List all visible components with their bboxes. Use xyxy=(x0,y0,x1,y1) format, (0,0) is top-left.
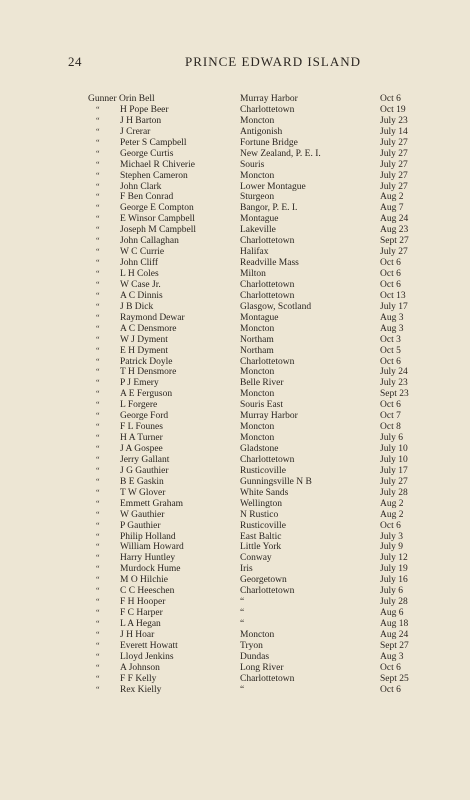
soldier-name: H A Turner xyxy=(120,433,163,444)
hometown: Moncton xyxy=(240,422,275,433)
list-item xyxy=(0,378,470,389)
ditto-mark: “ xyxy=(96,258,100,268)
ditto-mark: “ xyxy=(96,323,100,333)
hometown: Long River xyxy=(240,662,284,673)
list-item xyxy=(0,444,470,455)
soldier-name: T W Glover xyxy=(120,487,166,498)
ditto-mark: “ xyxy=(96,115,100,125)
enlistment-date: July 12 xyxy=(380,553,408,564)
page-title: PRINCE EDWARD ISLAND xyxy=(185,54,361,69)
list-item xyxy=(0,280,470,291)
hometown: East Baltic xyxy=(240,531,282,542)
hometown: Halifax xyxy=(240,247,269,258)
enlistment-date: Aug 7 xyxy=(380,203,404,214)
enlistment-date: Oct 7 xyxy=(380,411,401,422)
enlistment-date: July 9 xyxy=(380,542,403,553)
list-item xyxy=(0,641,470,652)
hometown: Moncton xyxy=(240,323,275,334)
hometown: Charlottetown xyxy=(240,356,295,367)
hometown: Milton xyxy=(240,269,266,279)
soldier-name: F C Harper xyxy=(120,608,163,619)
ditto-mark: “ xyxy=(96,564,100,574)
soldier-name: T H Densmore xyxy=(120,367,177,378)
ditto-mark: “ xyxy=(96,400,100,410)
soldier-name: H Pope Beer xyxy=(120,104,169,115)
ditto-mark: “ xyxy=(96,454,100,464)
soldier-name: L H Coles xyxy=(120,269,159,279)
roster-list xyxy=(0,94,470,696)
enlistment-date: July 28 xyxy=(380,597,408,608)
list-item xyxy=(0,203,470,214)
hometown: Rusticoville xyxy=(240,465,286,476)
list-item xyxy=(0,138,470,149)
list-item xyxy=(0,182,470,193)
hometown: N Rustico xyxy=(240,509,279,520)
soldier-name: John Clark xyxy=(120,181,162,192)
enlistment-date: Aug 3 xyxy=(380,312,404,323)
soldier-name: George Curtis xyxy=(120,148,174,159)
soldier-name: Everett Howatt xyxy=(120,640,178,651)
list-item xyxy=(0,357,470,368)
list-item xyxy=(0,619,470,630)
enlistment-date: Aug 23 xyxy=(380,225,409,236)
soldier-name: Rex Kielly xyxy=(120,684,162,695)
ditto-mark: “ xyxy=(96,487,100,497)
hometown: Conway xyxy=(240,553,272,564)
soldier-name: E H Dyment xyxy=(120,345,169,356)
hometown: Iris xyxy=(240,564,253,575)
soldier-name: John Cliff xyxy=(120,258,159,269)
soldier-name: J G Gauthier xyxy=(120,465,169,476)
hometown: Tryon xyxy=(240,640,263,651)
soldier-name: L A Hegan xyxy=(120,619,161,629)
soldier-name: Jerry Gallant xyxy=(120,454,170,465)
list-item xyxy=(0,652,470,663)
list-item xyxy=(0,214,470,225)
hometown: White Sands xyxy=(240,487,289,498)
ditto-mark: “ xyxy=(96,126,100,136)
hometown: Moncton xyxy=(240,115,275,126)
list-item xyxy=(0,127,470,138)
ditto-mark: “ xyxy=(96,608,100,618)
soldier-name: William Howard xyxy=(120,542,184,553)
soldier-name: J Crerar xyxy=(120,126,151,137)
ditto-mark: “ xyxy=(96,509,100,519)
enlistment-date: Oct 19 xyxy=(380,104,406,115)
ditto-mark: “ xyxy=(96,553,100,563)
enlistment-date: Sept 27 xyxy=(380,236,409,247)
hometown: Rusticoville xyxy=(240,520,286,531)
soldier-name: Lloyd Jenkins xyxy=(120,651,174,662)
list-item xyxy=(0,597,470,608)
soldier-name: Raymond Dewar xyxy=(120,312,185,323)
soldier-name: A E Ferguson xyxy=(120,389,173,400)
soldier-name: P J Emery xyxy=(120,378,159,389)
list-item xyxy=(0,521,470,532)
enlistment-date: July 23 xyxy=(380,378,408,389)
enlistment-date: July 23 xyxy=(380,115,408,126)
list-item xyxy=(0,105,470,116)
hometown: Gunningsville N B xyxy=(240,476,312,487)
soldier-name: Emmett Graham xyxy=(120,498,184,509)
list-item xyxy=(0,510,470,521)
enlistment-date: Sept 25 xyxy=(380,673,409,684)
ditto-mark: “ xyxy=(96,247,100,257)
hometown: Moncton xyxy=(240,389,275,400)
enlistment-date: July 16 xyxy=(380,575,408,586)
list-item xyxy=(0,608,470,619)
list-item xyxy=(0,564,470,575)
hometown: Charlottetown xyxy=(240,279,295,290)
soldier-name: A Johnson xyxy=(120,662,160,673)
ditto-mark: “ xyxy=(96,192,100,202)
list-item xyxy=(0,160,470,171)
list-item xyxy=(0,575,470,586)
hometown: Souris East xyxy=(240,400,284,411)
hometown: Charlottetown xyxy=(240,236,295,247)
enlistment-date: Aug 2 xyxy=(380,192,404,203)
hometown: Dundas xyxy=(240,651,270,662)
soldier-name: C C Heeschen xyxy=(120,586,175,597)
soldier-name: Orin Bell xyxy=(119,94,155,104)
soldier-name: P Gauthier xyxy=(120,520,161,531)
ditto-mark: “ xyxy=(96,312,100,322)
list-item xyxy=(0,466,470,477)
soldier-name: E Winsor Campbell xyxy=(120,214,195,225)
hometown: Fortune Bridge xyxy=(240,137,298,148)
enlistment-date: Oct 6 xyxy=(380,520,401,531)
list-item xyxy=(0,630,470,641)
enlistment-date: Oct 13 xyxy=(380,290,406,301)
hometown: Moncton xyxy=(240,629,275,640)
ditto-mark: “ xyxy=(96,214,100,224)
hometown: Montague xyxy=(240,214,279,225)
soldier-name: A C Dinnis xyxy=(120,290,163,301)
soldier-name: F F Kelly xyxy=(120,673,157,684)
list-item xyxy=(0,94,470,105)
list-item xyxy=(0,499,470,510)
enlistment-date: July 27 xyxy=(380,476,408,487)
enlistment-date: July 10 xyxy=(380,454,408,465)
enlistment-date: July 27 xyxy=(380,181,408,192)
ditto-mark: “ xyxy=(96,181,100,191)
soldier-name: Stephen Cameron xyxy=(120,170,188,181)
ditto-mark: “ xyxy=(96,673,100,683)
ditto-mark: “ xyxy=(96,345,100,355)
soldier-name: George Ford xyxy=(120,411,169,422)
list-item xyxy=(0,247,470,258)
enlistment-date: July 19 xyxy=(380,564,408,575)
soldier-name: Patrick Doyle xyxy=(120,356,173,367)
list-item xyxy=(0,149,470,160)
enlistment-date: July 27 xyxy=(380,148,408,159)
hometown: Moncton xyxy=(240,367,275,378)
soldier-name: George E Compton xyxy=(120,203,194,214)
hometown: Gladstone xyxy=(240,444,279,454)
enlistment-date: July 27 xyxy=(380,159,408,170)
enlistment-date: Oct 6 xyxy=(380,662,401,673)
enlistment-date: Oct 8 xyxy=(380,422,401,433)
hometown: Bangor, P. E. I. xyxy=(240,203,298,214)
ditto-mark: “ xyxy=(96,367,100,377)
ditto-mark: “ xyxy=(96,476,100,486)
soldier-name: J A Gospee xyxy=(120,444,163,454)
enlistment-date: Aug 24 xyxy=(380,629,409,640)
list-item xyxy=(0,225,470,236)
ditto-mark: “ xyxy=(96,684,100,694)
enlistment-date: Aug 18 xyxy=(380,619,409,629)
enlistment-date: Sept 27 xyxy=(380,640,409,651)
soldier-name: Philip Holland xyxy=(120,531,176,542)
list-item xyxy=(0,433,470,444)
enlistment-date: July 24 xyxy=(380,367,408,378)
ditto-mark: “ xyxy=(96,465,100,475)
ditto-mark: “ xyxy=(96,269,100,278)
ditto-mark: “ xyxy=(96,433,100,443)
list-item xyxy=(0,663,470,674)
ditto-mark: “ xyxy=(96,629,100,639)
list-item xyxy=(0,236,470,247)
list-item xyxy=(0,335,470,346)
page-header xyxy=(0,54,470,70)
soldier-name: Harry Huntley xyxy=(120,553,176,564)
enlistment-date: Aug 24 xyxy=(380,214,409,225)
list-item xyxy=(0,455,470,466)
enlistment-date: Oct 6 xyxy=(380,269,401,279)
list-item xyxy=(0,411,470,422)
hometown: Charlottetown xyxy=(240,290,295,301)
hometown: Northam xyxy=(240,345,274,356)
ditto-mark: “ xyxy=(96,203,100,213)
ditto-mark: “ xyxy=(96,290,100,300)
list-item xyxy=(0,532,470,543)
enlistment-date: July 17 xyxy=(380,301,408,312)
page-number: 24 xyxy=(68,54,82,69)
enlistment-date: Aug 3 xyxy=(380,651,404,662)
hometown: Moncton xyxy=(240,170,275,181)
list-item xyxy=(0,192,470,203)
soldier-name: F H Hooper xyxy=(120,597,166,608)
ditto-mark: “ xyxy=(96,619,100,628)
hometown: Belle River xyxy=(240,378,284,389)
soldier-name: W C Currie xyxy=(120,247,165,258)
ditto-mark: “ xyxy=(96,356,100,366)
hometown: Murray Harbor xyxy=(240,411,298,422)
hometown: Sturgeon xyxy=(240,192,275,203)
ditto-mark: “ xyxy=(96,225,100,235)
enlistment-date: July 17 xyxy=(380,465,408,476)
hometown: Lower Montague xyxy=(240,181,306,192)
list-item xyxy=(0,269,470,280)
hometown: Northam xyxy=(240,334,274,345)
hometown: Georgetown xyxy=(240,575,287,586)
ditto-mark: “ xyxy=(96,104,100,114)
list-item xyxy=(0,477,470,488)
ditto-mark: “ xyxy=(96,148,100,158)
list-item xyxy=(0,674,470,685)
hometown: Charlottetown xyxy=(240,104,295,115)
soldier-name: Peter S Campbell xyxy=(120,137,187,148)
enlistment-date: July 6 xyxy=(380,586,403,597)
hometown: Little York xyxy=(240,542,282,553)
ditto-mark: “ xyxy=(96,159,100,169)
list-item xyxy=(0,324,470,335)
list-item xyxy=(0,389,470,400)
hometown: Lakeville xyxy=(240,225,276,236)
ditto-mark: “ xyxy=(96,597,100,607)
list-item xyxy=(0,313,470,324)
hometown: New Zealand, P. E. I. xyxy=(240,148,321,159)
soldier-name: Michael R Chiverie xyxy=(120,159,195,170)
hometown: Charlottetown xyxy=(240,673,295,684)
rank-label: Gunner xyxy=(88,94,117,104)
enlistment-date: Oct 6 xyxy=(380,258,401,269)
enlistment-date: Aug 6 xyxy=(380,608,404,619)
enlistment-date: July 27 xyxy=(380,137,408,148)
hometown: Glasgow, Scotland xyxy=(240,301,312,312)
soldier-name: J B Dick xyxy=(120,301,154,312)
enlistment-date: Oct 3 xyxy=(380,334,401,345)
enlistment-date: Oct 6 xyxy=(380,279,401,290)
ditto-mark: “ xyxy=(96,236,100,246)
soldier-name: F L Founes xyxy=(120,422,163,433)
ditto-mark: “ xyxy=(96,586,100,596)
ditto-mark: “ xyxy=(96,651,100,661)
list-item xyxy=(0,302,470,313)
hometown: Montague xyxy=(240,312,279,323)
hometown: “ xyxy=(240,608,245,619)
list-item xyxy=(0,685,470,696)
list-item xyxy=(0,400,470,411)
soldier-name: Joseph M Campbell xyxy=(120,225,196,236)
enlistment-date: July 14 xyxy=(380,126,408,137)
soldier-name: L Forgere xyxy=(120,400,158,411)
list-item xyxy=(0,171,470,182)
hometown: Antigonish xyxy=(240,126,283,137)
ditto-mark: “ xyxy=(96,334,100,344)
hometown: Moncton xyxy=(240,433,275,444)
ditto-mark: “ xyxy=(96,444,100,453)
ditto-mark: “ xyxy=(96,575,100,585)
enlistment-date: July 10 xyxy=(380,444,408,454)
list-item xyxy=(0,367,470,378)
list-item xyxy=(0,258,470,269)
list-item xyxy=(0,422,470,433)
ditto-mark: “ xyxy=(96,542,100,552)
ditto-mark: “ xyxy=(96,520,100,530)
hometown: Wellington xyxy=(240,498,282,509)
enlistment-date: July 6 xyxy=(380,433,403,444)
hometown: “ xyxy=(240,619,245,629)
soldier-name: B E Gaskin xyxy=(120,476,164,487)
soldier-name: A C Densmore xyxy=(120,323,177,334)
hometown: “ xyxy=(240,597,245,608)
enlistment-date: July 27 xyxy=(380,170,408,181)
enlistment-date: Oct 6 xyxy=(380,356,401,367)
soldier-name: F Ben Conrad xyxy=(120,192,174,203)
list-item xyxy=(0,291,470,302)
enlistment-date: Aug 3 xyxy=(380,323,404,334)
ditto-mark: “ xyxy=(96,411,100,421)
enlistment-date: Oct 6 xyxy=(380,94,401,104)
hometown: Readville Mass xyxy=(240,258,299,269)
hometown: Charlottetown xyxy=(240,454,295,465)
hometown: Charlottetown xyxy=(240,586,295,597)
ditto-mark: “ xyxy=(96,640,100,650)
soldier-name: M O Hilchie xyxy=(120,575,169,586)
soldier-name: J H Hoar xyxy=(120,629,155,640)
enlistment-date: Oct 6 xyxy=(380,400,401,411)
list-item xyxy=(0,488,470,499)
list-item xyxy=(0,346,470,357)
soldier-name: Murdock Hume xyxy=(120,564,181,575)
list-item xyxy=(0,553,470,564)
enlistment-date: Aug 2 xyxy=(380,498,404,509)
ditto-mark: “ xyxy=(96,662,100,672)
ditto-mark: “ xyxy=(96,301,100,311)
ditto-mark: “ xyxy=(96,170,100,180)
enlistment-date: Oct 5 xyxy=(380,345,401,356)
enlistment-date: Oct 6 xyxy=(380,684,401,695)
hometown: “ xyxy=(240,684,245,695)
enlistment-date: July 27 xyxy=(380,247,408,258)
hometown: Souris xyxy=(240,159,265,170)
soldier-name: John Callaghan xyxy=(120,236,179,247)
list-item xyxy=(0,116,470,127)
enlistment-date: Aug 2 xyxy=(380,509,404,520)
soldier-name: W Gauthier xyxy=(120,509,165,520)
enlistment-date: July 28 xyxy=(380,487,408,498)
ditto-mark: “ xyxy=(96,531,100,541)
ditto-mark: “ xyxy=(96,422,100,432)
soldier-name: W Case Jr. xyxy=(120,279,161,290)
ditto-mark: “ xyxy=(96,137,100,147)
enlistment-date: Sept 23 xyxy=(380,389,409,400)
enlistment-date: July 3 xyxy=(380,531,403,542)
hometown: Murray Harbor xyxy=(240,94,298,104)
ditto-mark: “ xyxy=(96,378,100,388)
soldier-name: W J Dyment xyxy=(120,334,168,345)
ditto-mark: “ xyxy=(96,279,100,289)
ditto-mark: “ xyxy=(96,389,100,399)
list-item xyxy=(0,542,470,553)
ditto-mark: “ xyxy=(96,498,100,508)
soldier-name: J H Barton xyxy=(120,115,162,126)
list-item xyxy=(0,586,470,597)
